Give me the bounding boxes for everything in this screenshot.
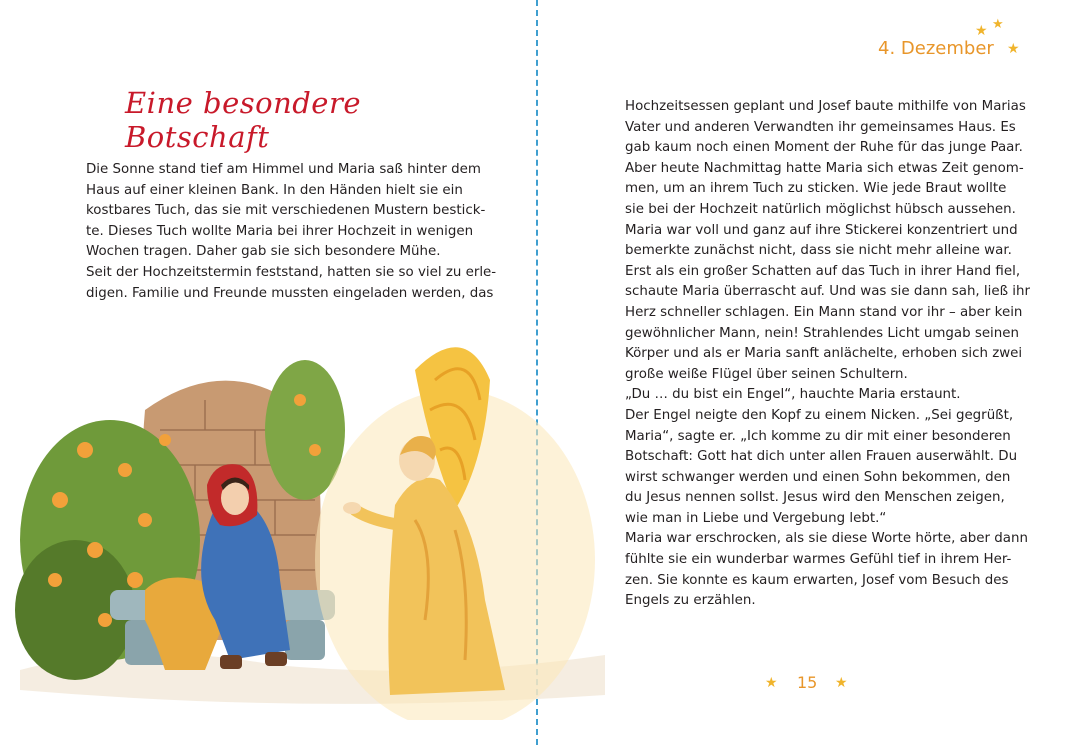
text-line: Hochzeitsessen geplant und Josef baute mithilfe von Marias xyxy=(625,99,1026,114)
text-line: sie bei der Hochzeit natürlich möglichst hübsch aussehen. xyxy=(625,201,1016,217)
text-line: wie man in Liebe und Vergebung lebt.“ xyxy=(625,510,887,526)
star-icon: ★ xyxy=(765,675,778,691)
text-line: Maria war erschrocken, als sie diese Worte hörte, aber dann xyxy=(625,531,1028,547)
text-line: du Jesus nennen sollst. Jesus wird den Menschen zeigen, xyxy=(625,490,1005,506)
text-line: kostbares Tuch, das sie mit verschiedenen Mustern bestick- xyxy=(86,203,486,219)
text-line: bemerkte zunächst nicht, dass sie nicht mehr alleine war. xyxy=(625,243,1012,259)
text-line: Engels zu erzählen. xyxy=(625,593,756,609)
text-line: wirst schwanger werden und einen Sohn bekommen, den xyxy=(625,469,1011,485)
text-line: Botschaft: Gott hat dich unter allen Frauen auserwählt. Du xyxy=(625,449,1018,465)
text-line: Der Engel neigte den Kopf zu einem Nicken. „Sei gegrüßt, xyxy=(625,407,1014,423)
text-line: Haus auf einer kleinen Bank. In den Händen hielt sie ein xyxy=(86,182,463,198)
text-line: digen. Familie und Freunde mussten eingeladen werden, das xyxy=(86,285,494,301)
star-icon: ★ xyxy=(1007,41,1020,57)
right-page xyxy=(545,0,1076,745)
text-line: gewöhnlicher Mann, nein! Strahlendes Licht umgab seinen xyxy=(625,325,1019,341)
text-line: Vater und anderen Verwandten ihr gemeinsames Haus. Es xyxy=(625,119,1016,135)
text-line: Seit der Hochzeitstermin feststand, hatten sie so viel zu erle- xyxy=(86,264,497,280)
text-line: fühlte sie ein wunderbar warmes Gefühl tief in ihrem Her- xyxy=(625,552,1012,568)
text-line: große weiße Flügel über seinen Schultern. xyxy=(625,366,908,382)
star-icon: ★ xyxy=(975,23,988,39)
text-line: Körper und als er Maria sanft anlächelte, erhoben sich zwei xyxy=(625,346,1023,362)
left-body-text xyxy=(86,160,497,304)
text-line: Herz schneller schlagen. Ein Mann stand vor ihr – aber kein xyxy=(625,304,1023,320)
right-body-text xyxy=(625,97,1031,612)
date-heading: 4. Dezember xyxy=(878,38,994,59)
page-number: 15 xyxy=(797,673,818,692)
text-line: Aber heute Nachmittag hatte Maria sich etwas Zeit genom- xyxy=(625,160,1024,176)
text-line: Erst als ein großer Schatten auf das Tuch in ihrer Hand fiel, xyxy=(625,263,1021,279)
star-icon: ★ xyxy=(835,675,848,691)
text-line: „Du … du bist ein Engel“, hauchte Maria erstaunt. xyxy=(625,387,961,403)
text-line: Maria“, sagte er. „Ich komme zu dir mit einer besonderen xyxy=(625,428,1011,444)
text-line: Wochen tragen. Daher gab sie sich besondere Mühe. xyxy=(86,244,441,260)
text-line: Maria war voll und ganz auf ihre Stickerei konzentriert und xyxy=(625,222,1018,238)
text-line: Die Sonne stand tief am Himmel und Maria saß hinter dem xyxy=(86,162,481,177)
page-title: Eine besondere Botschaft xyxy=(125,86,361,154)
text-line: gab kaum noch einen Moment der Ruhe für das junge Paar. xyxy=(625,140,1023,156)
text-line: te. Dieses Tuch wollte Maria bei ihrer Hochzeit in wenigen xyxy=(86,223,474,239)
annunciation-illustration xyxy=(15,320,615,720)
text-line: men, um an ihrem Tuch zu sticken. Wie jede Braut wollte xyxy=(625,181,1007,197)
text-line: schaute Maria überrascht auf. Und was sie dann sah, ließ ihr xyxy=(625,284,1031,300)
star-icon: ★ xyxy=(992,17,1004,32)
text-line: zen. Sie konnte es kaum erwarten, Josef vom Besuch des xyxy=(625,572,1009,588)
